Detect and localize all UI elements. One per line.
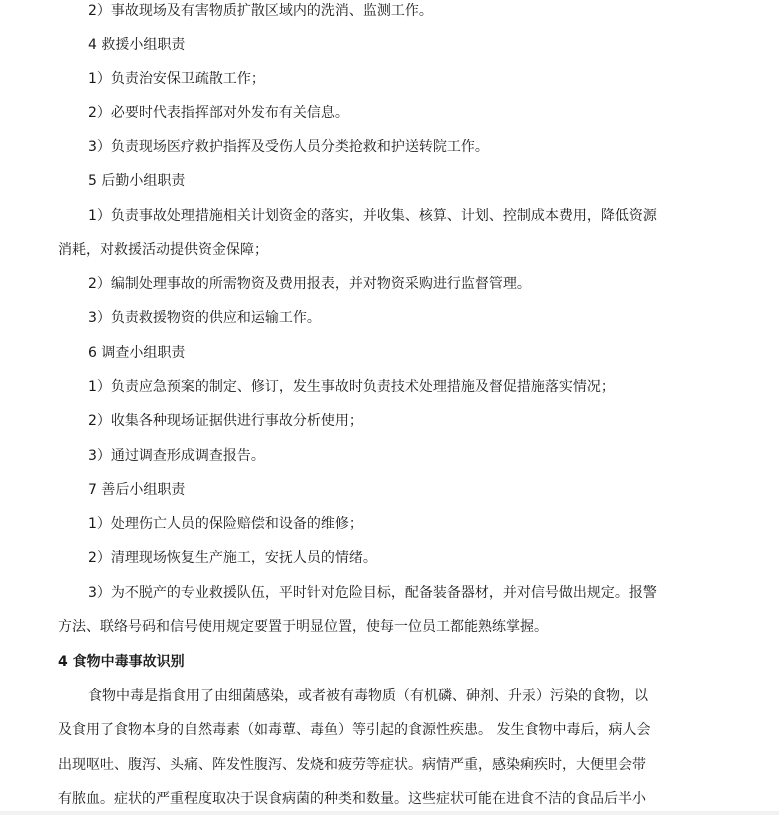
text-line: 3）通过调查形成调查报告。 bbox=[88, 448, 265, 464]
text-line: 2）编制处理事故的所需物资及费用报表，并对物资采购进行监督管理。 bbox=[88, 276, 531, 292]
text-line: 消耗，对救援活动提供资金保障； bbox=[58, 242, 268, 258]
text-line: 出现呕吐、腹泻、头痛、阵发性腹泻、发烧和疲劳等症状。病情严重，感染痢疾时，大便里会带 bbox=[58, 757, 646, 773]
section-heading: 7 善后小组职责 bbox=[88, 482, 186, 498]
text-line: 食物中毒是指食用了由细菌感染，或者被有毒物质（有机磷、砷剂、升汞）污染的食物，以 bbox=[88, 688, 648, 704]
section-heading: 4 救援小组职责 bbox=[88, 37, 186, 53]
section-heading: 5 后勤小组职责 bbox=[88, 173, 186, 189]
text-line: 1）处理伤亡人员的保险赔偿和设备的维修； bbox=[88, 516, 363, 532]
bottom-scroll-edge bbox=[0, 811, 779, 815]
text-line: 2）清理现场恢复生产施工，安抚人员的情绪。 bbox=[88, 550, 377, 566]
text-line: 3）负责现场医疗救护指挥及受伤人员分类抢救和护送转院工作。 bbox=[88, 139, 489, 155]
text-line: 2）收集各种现场证据供进行事故分析使用； bbox=[88, 413, 363, 429]
text-line: 3）负责救援物资的供应和运输工作。 bbox=[88, 310, 321, 326]
text-line: 方法、联络号码和信号使用规定要置于明显位置，使每一位员工都能熟练掌握。 bbox=[58, 619, 548, 635]
text-line: 2）必要时代表指挥部对外发布有关信息。 bbox=[88, 105, 349, 121]
text-line: 1）负责应急预案的制定、修订，发生事故时负责技术处理措施及督促措施落实情况； bbox=[88, 379, 615, 395]
text-line: 3）为不脱产的专业救援队伍，平时针对危险目标，配备装备器材，并对信号做出规定。报警 bbox=[88, 585, 657, 601]
section-heading: 6 调查小组职责 bbox=[88, 345, 186, 361]
text-line: 1）负责治安保卫疏散工作； bbox=[88, 71, 265, 87]
text-line: 及食用了食物本身的自然毒素（如毒蕈、毒鱼）等引起的食源性疾患。 发生食物中毒后，病人会 bbox=[58, 722, 651, 738]
text-line: 1）负责事故处理措施相关计划资金的落实，并收集、核算、计划、控制成本费用，降低资源 bbox=[88, 208, 657, 224]
chapter-heading: 4 食物中毒事故识别 bbox=[58, 654, 185, 670]
text-line: 有脓血。症状的严重程度取决于误食病菌的种类和数量。这些症状可能在进食不洁的食品后半小 bbox=[58, 791, 646, 807]
text-line: 2）事故现场及有害物质扩散区域内的洗消、监测工作。 bbox=[88, 3, 433, 19]
